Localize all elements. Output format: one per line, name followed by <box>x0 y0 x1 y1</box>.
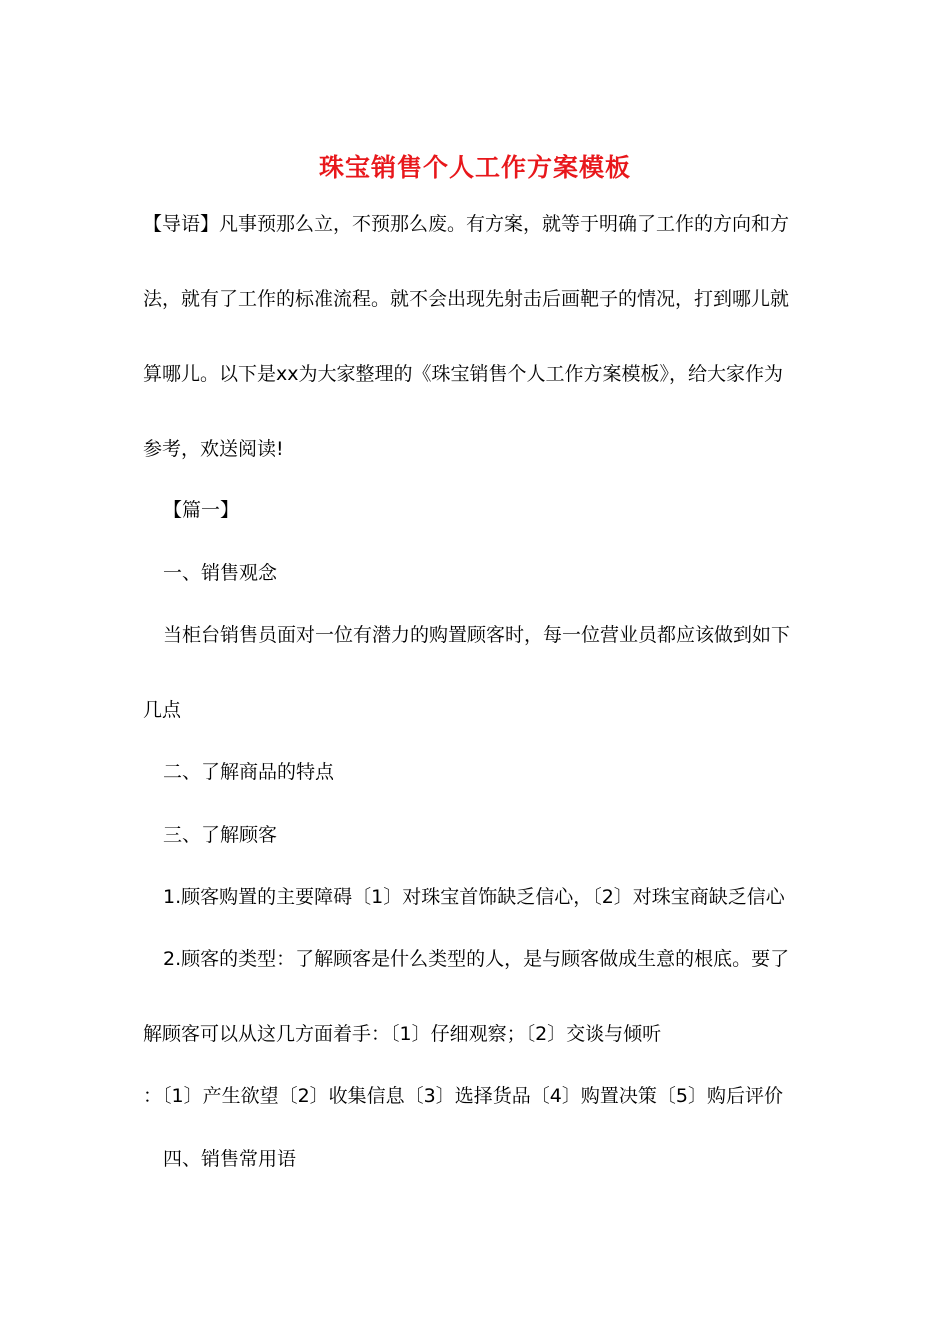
subsection-heading-2: 二、了解商品的特点 <box>163 761 335 783</box>
document-title: 珠宝销售个人工作方案模板 <box>318 153 631 182</box>
intro-line-2: 法，就有了工作的标准流程。就不会出现先射击后画靶子的情况，打到哪儿就 <box>143 288 790 310</box>
paragraph-line: 几点 <box>143 699 182 721</box>
list-item-1: 1.顾客购置的主要障碍〔1〕对珠宝首饰缺乏信心，〔2〕对珠宝商缺乏信心 <box>163 886 785 908</box>
intro-line-1: 【导语】凡事预那么立，不预那么废。有方案，就等于明确了工作的方向和方 <box>143 213 790 235</box>
section-heading: 【篇一】 <box>163 499 240 521</box>
subsection-heading-1: 一、销售观念 <box>163 562 278 584</box>
paragraph-line: ：〔1〕产生欲望〔2〕收集信息〔3〕选择货品〔4〕购置决策〔5〕购后评价 <box>143 1085 783 1107</box>
list-item-2: 2.顾客的类型：了解顾客是什么类型的人，是与顾客做成生意的根底。要了 <box>163 948 790 970</box>
intro-line-4: 参考，欢送阅读! <box>143 438 284 460</box>
subsection-heading-3: 三、了解顾客 <box>163 824 278 846</box>
paragraph-line: 当柜台销售员面对一位有潜力的购置顾客时，每一位营业员都应该做到如下 <box>163 624 791 646</box>
intro-line-3: 算哪儿。以下是xx为大家整理的《珠宝销售个人工作方案模板》，给大家作为 <box>143 363 783 385</box>
paragraph-line: 解顾客可以从这几方面着手：〔1〕仔细观察；〔2〕交谈与倾听 <box>143 1023 662 1045</box>
subsection-heading-4: 四、销售常用语 <box>163 1148 297 1170</box>
